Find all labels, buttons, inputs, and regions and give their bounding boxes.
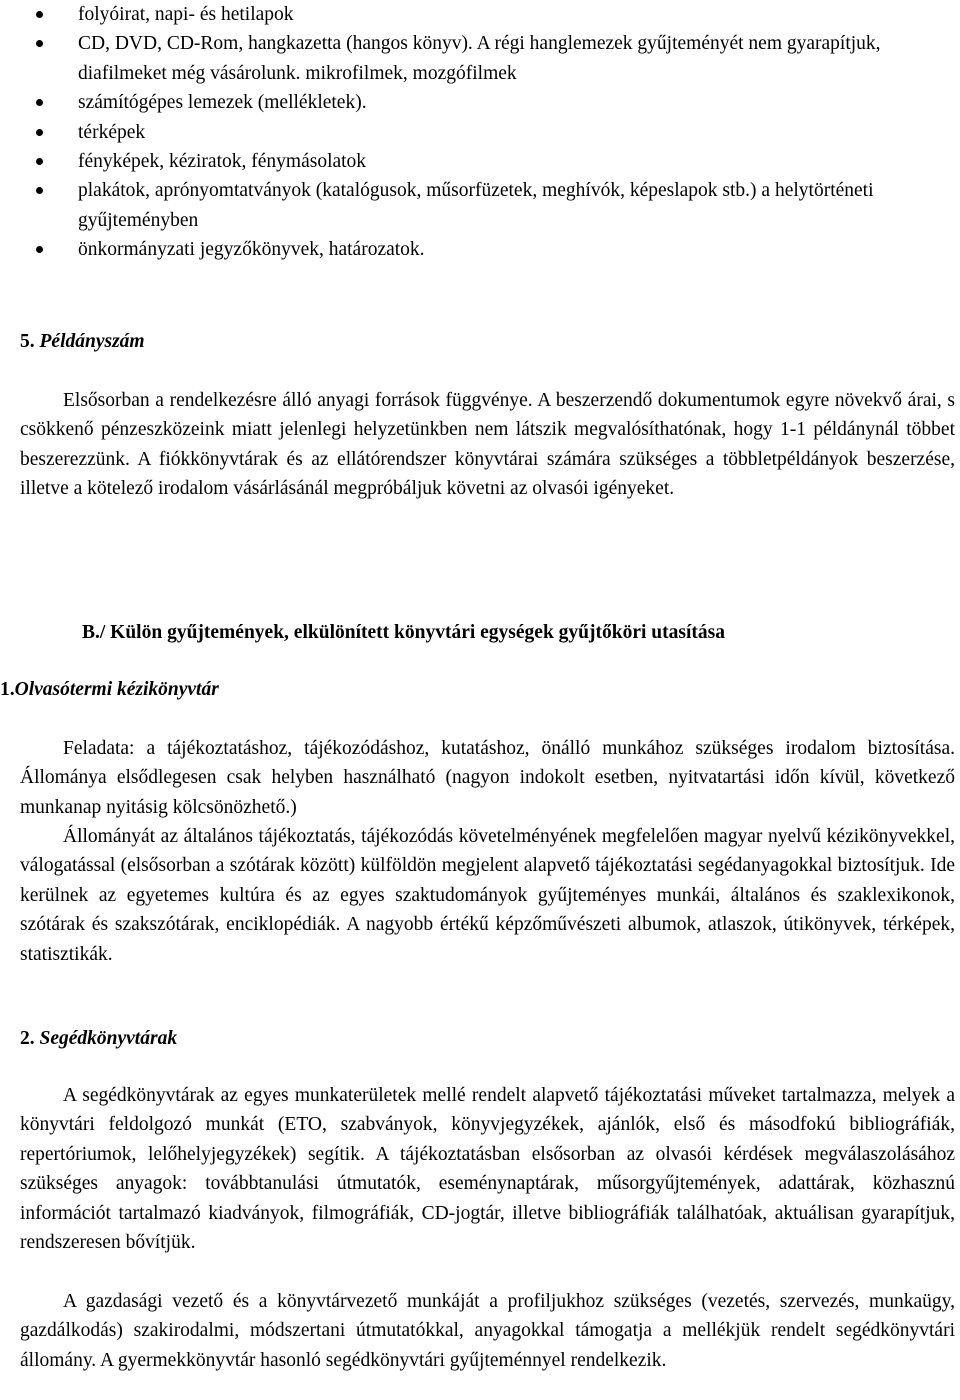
subsection2-paragraph-2: A gazdasági vezető és a könyvtárvezető munkáját a profiljukhoz szükséges (vezetés, szervezés, munkaügy, gazdálkodás) szakirodalmi, módszertani útmutatókkal, anyagokkal támogatja a mellékjük rendelt segédkönyvtári állomány. A gyermekkönyvtár hasonló segédkönyvtári gyűjteménnyel rendelkezik.	[20, 1291, 955, 1371]
bullet-icon	[36, 40, 43, 47]
bullet-icon	[36, 246, 43, 253]
subsection2-title: Segédkönyvtárak	[39, 1028, 178, 1049]
subsection2-number: 2.	[20, 1028, 35, 1049]
bullet-icon	[36, 129, 43, 136]
section5-paragraph: Elsősorban a rendelkezésre álló anyagi források függvénye. A beszerzendő dokumentumok egyre növekvő árai, s csökkenő pénzeszközeink miatt jelenlegi helyzetünkben nem látszik megvalósíthatónak, hogy 1-1 példánynál többet beszerezzünk. A fiókkönyvtárak és az ellátórendszer könyvtárai számára szükséges a többletpéldányok beszerzése, illetve a kötelező irodalom vásárlásánál megpróbáljuk követni az olvasói igényeket.	[20, 390, 955, 500]
list-item: térképek	[0, 118, 960, 147]
list-item: számítógépes lemezek (mellékletek).	[0, 88, 960, 117]
bullet-icon	[36, 187, 43, 194]
list-item: folyóirat, napi- és hetilapok	[0, 0, 960, 29]
list-item: önkormányzati jegyzőkönyvek, határozatok.	[0, 235, 960, 264]
subsection1-title: Olvasótermi kézikönyvtár	[14, 679, 219, 700]
subsection2-heading	[20, 1024, 177, 1053]
bullet-icon	[36, 99, 43, 106]
subsection1-paragraph-1: Feladata: a tájékoztatáshoz, tájékozódáshoz, kutatáshoz, önálló munkához szükséges irodalom biztosítása. Állománya elsődlegesen csak helyben használható (nagyon indokolt esetben, nyitvatartási időn kívül, következő munkanap nyitásig kölcsönözhető.)	[20, 738, 955, 818]
subsection1-heading	[0, 675, 219, 704]
list-item: plakátok, aprónyomtatványok (katalógusok, műsorfüzetek, meghívók, képeslapok stb.) a helytörténeti gyűjteményben	[0, 176, 960, 235]
list-item: CD, DVD, CD-Rom, hangkazetta (hangos könyv). A régi hanglemezek gyűjteményét nem gyarapítjuk, diafilmeket még vásárolunk. mikrofilmek, mozgófilmek	[0, 29, 960, 88]
bullet-icon	[36, 11, 43, 18]
bullet-list	[0, 0, 960, 265]
section-b-title: B./ Külön gyűjtemények, elkülönített könyvtári egységek gyűjtőköri utasítása	[82, 622, 725, 643]
subsection1-number: 1.	[0, 679, 15, 700]
section5-heading	[20, 327, 145, 356]
section5-title: Példányszám	[39, 331, 145, 352]
subsection2-paragraph-1: A segédkönyvtárak az egyes munkaterületek mellé rendelt alapvető tájékoztatási műveket tartalmazza, melyek a könyvtári feldolgozó munkát (ETO, szabványok, könyvjegyzékek, ajánlók, első és másodfokú bibliográfiák, repertóriumok, lelőhelyjegyzékek) segítik. A tájékoztatásban elsősorban az olvasói kérdések megválaszolásához szükséges anyagok: továbbtanulási útmutatók, eseménynaptárak, műsorgyűjtemények, adattárak, közhasznú információt tartalmazó kiadványok, filmográfiák, CD-jogtár, illetve bibliográfiák találhatóak, aktuálisan gyarapítjuk, rendszeresen bővítjük.	[20, 1085, 955, 1254]
subsection1-paragraph-2: Állományát az általános tájékoztatás, tájékozódás követelményének megfelelően magyar nyelvű kézikönyvekkel, válogatással (elsősorban a szótárak között) külföldön megjelent alapvető tájékoztatási segédanyagokkal biztosítjuk. Ide kerülnek az egyetemes kultúra és az egyes szaktudományok gyűjteményes munkái, általános és szaklexikonok, szótárak és szakszótárak, enciklopédiák. A nagyobb értékű képzőművészeti albumok, atlaszok, útikönyvek, térképek, statisztikák.	[20, 826, 955, 965]
bullet-icon	[36, 158, 43, 165]
list-item: fényképek, kéziratok, fénymásolatok	[0, 147, 960, 176]
section5-number: 5.	[20, 331, 35, 352]
